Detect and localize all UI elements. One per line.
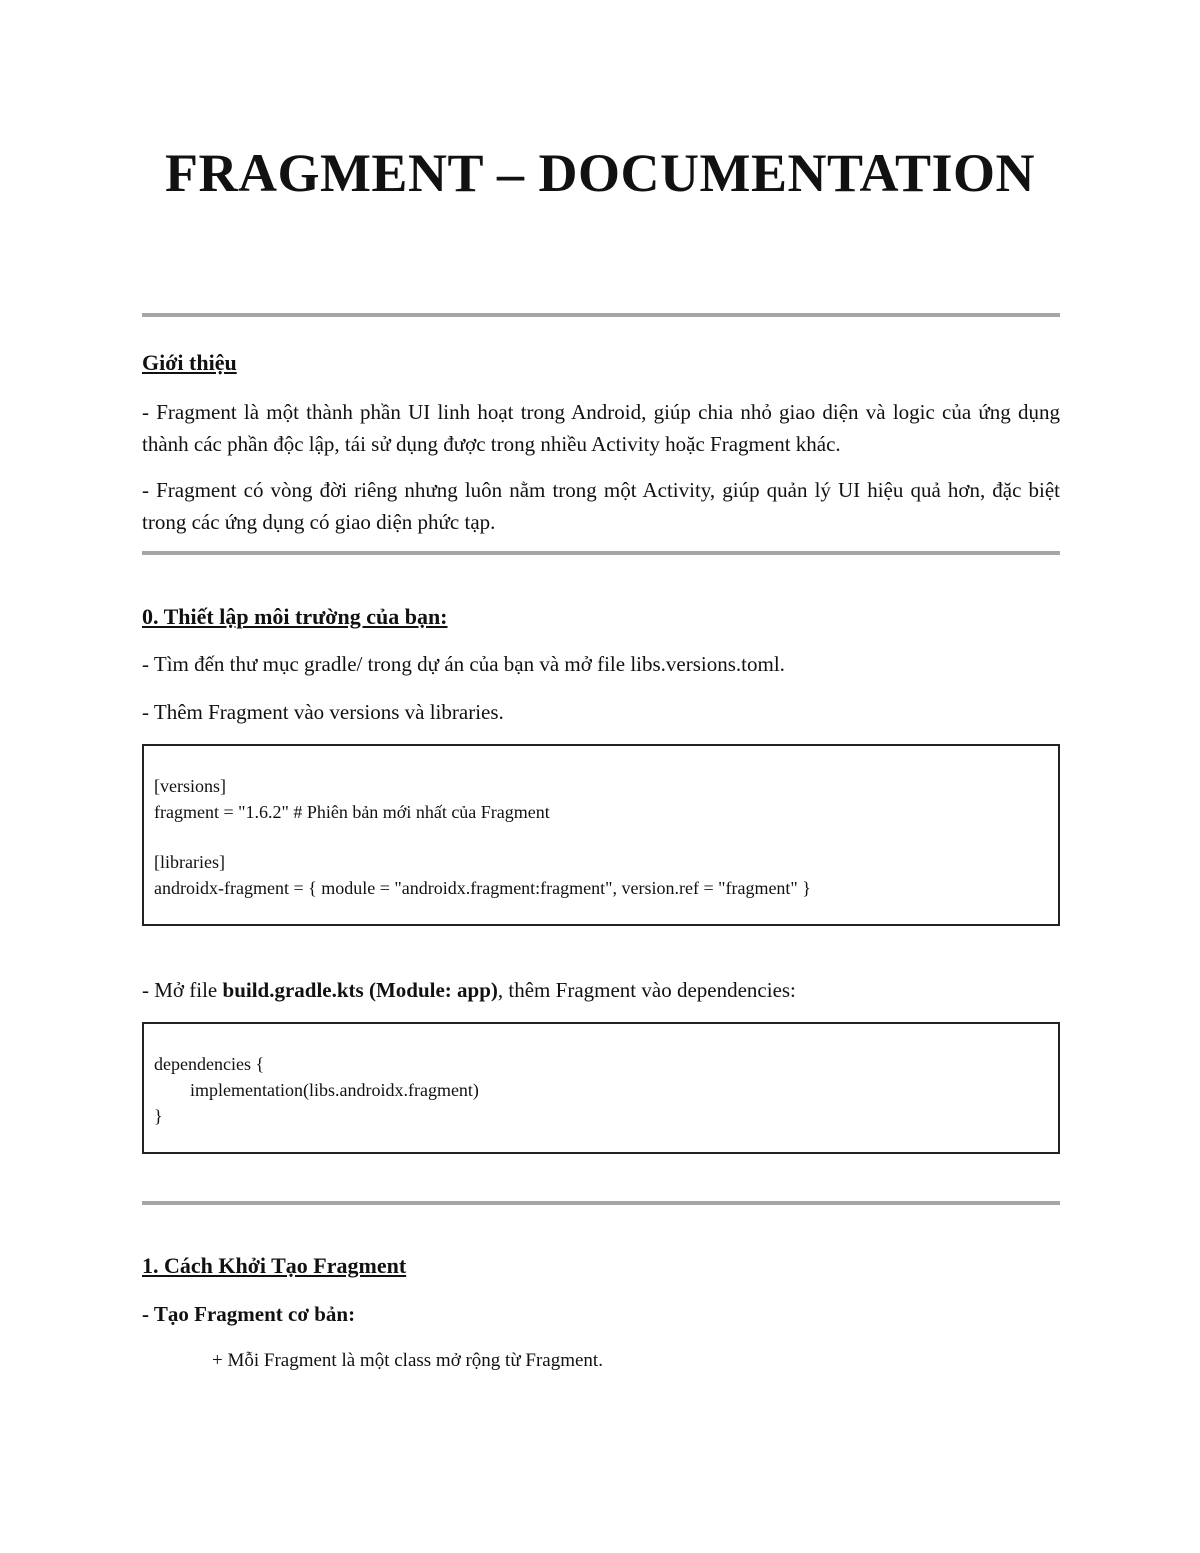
code-line: dependencies { bbox=[154, 1054, 265, 1074]
section-0-step-1: - Tìm đến thư mục gradle/ trong dự án của bạn và mở file libs.versions.toml. bbox=[142, 652, 785, 676]
code-block-gradle bbox=[142, 1022, 1060, 1154]
horizontal-rule bbox=[142, 313, 1060, 317]
section-0-heading: 0. Thiết lập môi trường của bạn: bbox=[142, 604, 448, 629]
section-1-subheading: - Tạo Fragment cơ bản: bbox=[142, 1302, 356, 1326]
step-3-suffix: , thêm Fragment vào dependencies: bbox=[497, 978, 796, 1002]
code-line: fragment = "1.6.2" # Phiên bản mới nhất của Fragment bbox=[154, 802, 550, 822]
code-line: implementation(libs.androidx.fragment) bbox=[154, 1080, 479, 1100]
step-3-prefix: - Mở file bbox=[142, 978, 223, 1002]
horizontal-rule bbox=[142, 551, 1060, 555]
step-3-filename: build.gradle.kts (Module: app) bbox=[222, 978, 498, 1002]
code-line: androidx-fragment = { module = "androidx.fragment:fragment", version.ref = "fragment" } bbox=[154, 878, 811, 898]
code-line: [libraries] bbox=[154, 852, 225, 872]
intro-heading: Giới thiệu bbox=[142, 350, 237, 375]
intro-paragraph-2: - Fragment có vòng đời riêng nhưng luôn nằm trong một Activity, giúp quản lý UI hiệu quả hơn, đặc biệt trong các ứng dụng có giao diện phức tạp. bbox=[142, 478, 1060, 534]
section-0-step-2: - Thêm Fragment vào versions và libraries. bbox=[142, 700, 504, 724]
document-title: FRAGMENT – DOCUMENTATION bbox=[164, 143, 1035, 203]
code-line: [versions] bbox=[154, 776, 226, 796]
code-block-toml bbox=[142, 744, 1060, 926]
section-1-bullet: + Mỗi Fragment là một class mở rộng từ Fragment. bbox=[212, 1350, 603, 1371]
code-line: } bbox=[154, 1106, 163, 1126]
intro-paragraph-1: - Fragment là một thành phần UI linh hoạt trong Android, giúp chia nhỏ giao diện và logic của ứng dụng thành các phần độc lập, tái sử dụng được trong nhiều Activity hoặc Fragment khác. bbox=[142, 400, 1060, 456]
section-1-heading: 1. Cách Khởi Tạo Fragment bbox=[142, 1253, 407, 1278]
section-0-step-3 bbox=[142, 978, 796, 1003]
horizontal-rule bbox=[142, 1201, 1060, 1205]
